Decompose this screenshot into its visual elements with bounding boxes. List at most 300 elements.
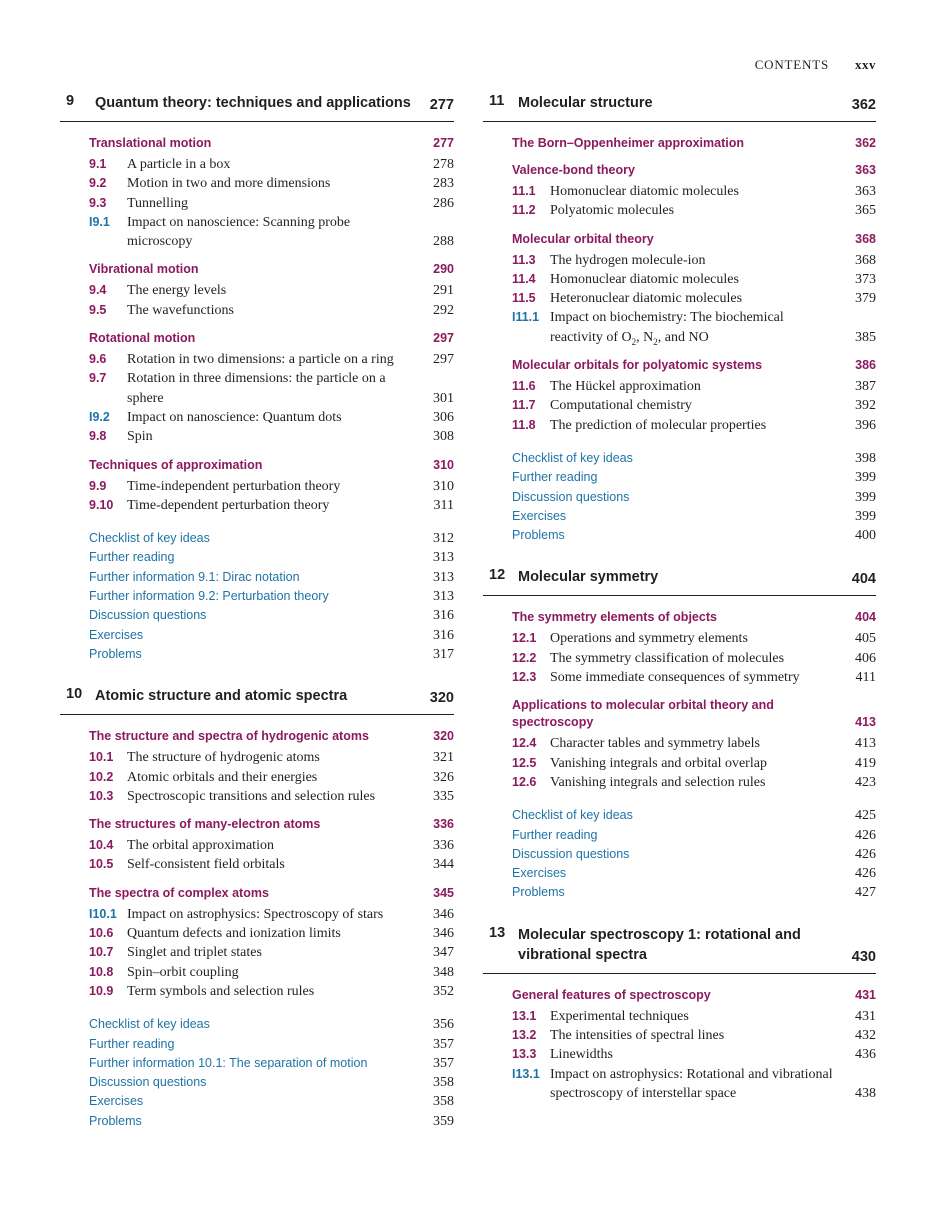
- entry-number: I9.2: [89, 409, 110, 424]
- entry-title: The orbital approximation: [127, 838, 274, 854]
- toc-entry[interactable]: [60, 924, 454, 943]
- backmatter-link[interactable]: [60, 548, 454, 567]
- toc-entry[interactable]: [483, 773, 876, 792]
- chapter: [483, 567, 876, 902]
- backmatter-title: Exercises: [89, 627, 144, 642]
- entry-title: Vanishing integrals and selection rules: [550, 774, 766, 790]
- entry-page: 368: [855, 252, 876, 268]
- backmatter-title: Further reading: [512, 470, 598, 485]
- backmatter-link[interactable]: [483, 864, 876, 883]
- toc-entry[interactable]: [60, 963, 454, 982]
- backmatter-page: 399: [855, 489, 876, 505]
- backmatter-page: 317: [433, 646, 454, 662]
- chapter: [60, 686, 454, 1131]
- chapter-page: 430: [851, 948, 876, 965]
- toc-entry[interactable]: [60, 496, 454, 515]
- section-heading[interactable]: [60, 330, 454, 347]
- backmatter-link[interactable]: [483, 883, 876, 902]
- section-page: 404: [855, 610, 876, 625]
- backmatter-title: Checklist of key ideas: [512, 808, 633, 823]
- entry-number: I10.1: [89, 906, 117, 921]
- toc-entry[interactable]: [483, 1026, 876, 1045]
- chapter-heading[interactable]: [60, 686, 454, 715]
- entry-page: 311: [433, 497, 454, 513]
- section-title: Molecular orbital theory: [512, 231, 654, 246]
- backmatter-title: Problems: [89, 1113, 142, 1128]
- backmatter-title: Discussion questions: [89, 608, 207, 623]
- entry-title: Rotation in two dimensions: a particle on a ring: [127, 352, 394, 368]
- chapter-number: 9: [66, 93, 75, 109]
- entry-title: Impact on nanoscience: Quantum dots: [127, 409, 342, 425]
- entry-title: Vanishing integrals and orbital overlap: [550, 755, 767, 771]
- entry-title: The prediction of molecular properties: [550, 417, 767, 433]
- toc-entry[interactable]: [483, 734, 876, 753]
- entry-page: 308: [433, 429, 454, 445]
- chapter-title: Atomic structure and atomic spectra: [95, 688, 348, 705]
- section-heading[interactable]: [483, 987, 876, 1004]
- page-number: xxv: [855, 57, 876, 72]
- entry-page: 431: [855, 1008, 876, 1024]
- backmatter-page: 357: [433, 1036, 454, 1052]
- entry-page: 413: [855, 736, 876, 752]
- section-title: General features of spectroscopy: [512, 987, 711, 1002]
- backmatter-title: Discussion questions: [512, 846, 630, 861]
- entry-page: 326: [433, 769, 454, 785]
- backmatter-link[interactable]: [60, 1035, 454, 1054]
- entry-page: 291: [433, 283, 454, 299]
- entry-number: 9.9: [89, 478, 107, 493]
- entry-title: Homonuclear diatomic molecules: [550, 184, 739, 199]
- entry-page: 406: [855, 650, 876, 666]
- toc-entry[interactable]: [483, 1045, 876, 1064]
- toc-entry[interactable]: [483, 251, 876, 270]
- section-title: Techniques of approximation: [89, 457, 263, 472]
- section-heading[interactable]: [60, 728, 454, 745]
- chapter-page: 362: [851, 97, 876, 113]
- backmatter-link[interactable]: [483, 507, 876, 526]
- section-heading[interactable]: [60, 457, 454, 474]
- entry-number: 10.9: [89, 983, 114, 998]
- entry-title: The structure of hydrogenic atoms: [127, 750, 320, 766]
- backmatter-title: Further information 10.1: The separation of motion: [89, 1055, 368, 1070]
- entry-title: The hydrogen molecule-ion: [550, 252, 706, 268]
- backmatter-title: Checklist of key ideas: [89, 1017, 210, 1032]
- entry-title: The Hückel approximation: [550, 379, 701, 395]
- backmatter-link[interactable]: [60, 568, 454, 587]
- backmatter-page: 358: [433, 1075, 454, 1091]
- section-page: 310: [433, 457, 454, 472]
- entry-title: Heteronuclear diatomic molecules: [550, 291, 743, 307]
- section-title: The Born–Oppenheimer approximation: [512, 136, 744, 150]
- entry-title: Time-independent perturbation theory: [127, 478, 341, 494]
- backmatter-link[interactable]: [483, 845, 876, 864]
- chapter-backmatter: [483, 806, 876, 902]
- entry-number: 11.6: [512, 379, 536, 394]
- running-head: [755, 57, 876, 73]
- entry-page: 301: [433, 390, 454, 406]
- toc-entry[interactable]: [60, 982, 454, 1001]
- entry-page: 352: [433, 983, 454, 999]
- toc-section: [483, 357, 876, 435]
- backmatter-title: Problems: [512, 528, 565, 543]
- toc-entry[interactable]: [483, 629, 876, 648]
- entry-page: 286: [433, 195, 454, 211]
- toc-section: [60, 885, 454, 1001]
- toc-section: [60, 261, 454, 320]
- entry-number: 12.6: [512, 774, 537, 789]
- entry-number: 9.8: [89, 429, 107, 444]
- section-page: 386: [855, 358, 876, 373]
- toc-entry[interactable]: [60, 174, 454, 193]
- entry-page: 436: [855, 1047, 876, 1063]
- section-heading[interactable]: [483, 231, 876, 248]
- entry-page: 373: [855, 271, 876, 287]
- toc-entry[interactable]: [60, 194, 454, 213]
- toc-entry[interactable]: [60, 748, 454, 767]
- backmatter-title: Exercises: [512, 866, 567, 881]
- backmatter-link[interactable]: [483, 526, 876, 545]
- entry-number: 12.1: [512, 631, 537, 646]
- section-title: Molecular orbitals for polyatomic systems: [512, 358, 763, 373]
- backmatter-page: 313: [433, 550, 454, 566]
- backmatter-title: Further reading: [89, 1036, 175, 1051]
- section-title: Translational motion: [89, 136, 212, 150]
- entry-title: Linewidths: [550, 1047, 613, 1063]
- entry-number: 10.3: [89, 788, 114, 803]
- entry-number: 11.5: [512, 291, 536, 306]
- entry-title: The symmetry classification of molecules: [550, 650, 785, 666]
- entry-title: Operations and symmetry elements: [550, 631, 748, 647]
- chapter-title: Molecular structure: [518, 95, 653, 111]
- section-page: 362: [855, 136, 876, 150]
- section-page: 297: [433, 331, 454, 346]
- toc-section: [483, 135, 876, 152]
- section-title: The structure and spectra of hydrogenic atoms: [89, 729, 369, 744]
- section-heading[interactable]: [483, 697, 876, 731]
- backmatter-link[interactable]: [60, 1112, 454, 1131]
- entry-number: 9.2: [89, 176, 107, 191]
- entry-number: 10.6: [89, 926, 114, 941]
- section-heading[interactable]: [483, 135, 876, 152]
- entry-title: Quantum defects and ionization limits: [127, 926, 341, 942]
- backmatter-page: 427: [855, 885, 876, 901]
- toc-section: [60, 457, 454, 516]
- section-heading[interactable]: [60, 885, 454, 902]
- entry-page: 411: [855, 670, 876, 686]
- chapter-number: 12: [489, 567, 506, 584]
- impact-entry[interactable]: [483, 1065, 876, 1104]
- entry-number: 10.8: [89, 964, 114, 979]
- chapter-backmatter: [60, 529, 454, 664]
- entry-title: Impact on nanoscience: Scanning probe microscopy: [127, 214, 351, 250]
- toc-entry[interactable]: [60, 787, 454, 806]
- backmatter-link[interactable]: [483, 806, 876, 825]
- section-heading[interactable]: [60, 135, 454, 152]
- impact-entry[interactable]: [60, 213, 454, 252]
- backmatter-title: Discussion questions: [512, 489, 630, 504]
- entry-page: 297: [433, 352, 454, 368]
- toc-section: [483, 697, 876, 792]
- entry-title: A particle in a box: [127, 157, 231, 172]
- toc-entry[interactable]: [483, 182, 876, 201]
- backmatter-page: 426: [855, 846, 876, 862]
- entry-page: 348: [433, 964, 454, 980]
- chapter-page: 277: [429, 97, 454, 113]
- section-heading[interactable]: [483, 609, 876, 626]
- toc-entry[interactable]: [483, 649, 876, 668]
- entry-page: 288: [433, 234, 454, 250]
- chapter-title: Molecular spectroscopy 1: rotational and vibrational spectra: [518, 926, 801, 963]
- backmatter-link[interactable]: [483, 826, 876, 845]
- backmatter-link[interactable]: [60, 529, 454, 548]
- entry-page: 392: [855, 398, 876, 414]
- backmatter-link[interactable]: [483, 488, 876, 507]
- entry-page: 365: [855, 203, 876, 219]
- backmatter-title: Further reading: [89, 550, 175, 565]
- backmatter-link[interactable]: [60, 1054, 454, 1073]
- chapter-page: 404: [851, 571, 876, 588]
- backmatter-page: 426: [855, 827, 876, 843]
- entry-page: 283: [433, 176, 454, 192]
- entry-title: Self-consistent field orbitals: [127, 857, 285, 873]
- toc-column-right: [483, 93, 876, 1125]
- entry-title: The energy levels: [127, 283, 227, 299]
- backmatter-link[interactable]: [483, 449, 876, 468]
- toc-entry[interactable]: [483, 416, 876, 435]
- entry-number: 11.3: [512, 252, 536, 267]
- entry-page: 432: [855, 1028, 876, 1044]
- toc-entry[interactable]: [60, 301, 454, 320]
- entry-page: 419: [855, 755, 876, 771]
- backmatter-title: Further information 9.1: Dirac notation: [89, 569, 300, 584]
- chapter-heading[interactable]: [483, 567, 876, 596]
- chapter-backmatter: [60, 1015, 454, 1131]
- entry-number: 11.8: [512, 417, 536, 432]
- entry-title: Homonuclear diatomic molecules: [550, 271, 739, 287]
- chapter-page: 320: [429, 690, 454, 707]
- running-head-label: CONTENTS: [754, 57, 829, 72]
- entry-page: 385: [855, 329, 876, 345]
- entry-number: I11.1: [512, 310, 540, 325]
- entry-title: Motion in two and more dimensions: [127, 176, 331, 192]
- backmatter-link[interactable]: [60, 587, 454, 606]
- entry-number: 12.4: [512, 736, 537, 751]
- toc-section: [60, 330, 454, 446]
- entry-title: Spin: [127, 429, 153, 445]
- section-page: 431: [855, 987, 876, 1002]
- entry-page: 278: [433, 157, 454, 172]
- entry-page: 310: [433, 478, 454, 494]
- entry-title: Polyatomic molecules: [550, 203, 675, 219]
- entry-title: Computational chemistry: [550, 398, 692, 414]
- toc-entry[interactable]: [483, 1007, 876, 1026]
- entry-number: 11.4: [512, 271, 536, 286]
- chapter-heading[interactable]: [483, 93, 876, 122]
- section-title: Rotational motion: [89, 331, 196, 346]
- toc-entry[interactable]: [60, 855, 454, 874]
- toc-column-left: [60, 93, 454, 1153]
- section-page: 336: [433, 817, 454, 832]
- entry-page: 396: [855, 417, 876, 433]
- entry-number: 13.2: [512, 1028, 537, 1043]
- toc-entry[interactable]: [483, 396, 876, 415]
- toc-entry[interactable]: [483, 270, 876, 289]
- backmatter-page: 313: [433, 569, 454, 585]
- impact-entry[interactable]: [483, 308, 876, 347]
- toc-entry[interactable]: [60, 768, 454, 787]
- toc-section: [60, 728, 454, 806]
- entry-number: 12.2: [512, 650, 537, 665]
- backmatter-page: 316: [433, 627, 454, 643]
- entry-title: Impact on astrophysics: Spectroscopy of stars: [127, 906, 384, 922]
- backmatter-title: Further information 9.2: Perturbation theory: [89, 589, 329, 604]
- entry-title: Atomic orbitals and their energies: [127, 769, 318, 785]
- entry-page: 335: [433, 788, 454, 804]
- backmatter-page: 358: [433, 1094, 454, 1110]
- entry-title: Tunnelling: [127, 195, 188, 211]
- entry-number: 9.10: [89, 497, 114, 512]
- chapter-title: Quantum theory: techniques and applications: [95, 95, 411, 111]
- entry-title: The wavefunctions: [127, 302, 234, 318]
- section-page: 368: [855, 231, 876, 246]
- backmatter-title: Problems: [89, 646, 142, 661]
- entry-number: 11.1: [512, 184, 536, 198]
- toc-section: [60, 816, 454, 875]
- chapter: [483, 925, 876, 1103]
- entry-page: 336: [433, 838, 454, 854]
- toc-entry[interactable]: [60, 350, 454, 369]
- entry-page: 321: [433, 750, 454, 766]
- entry-number: I9.1: [89, 214, 110, 229]
- impact-entry[interactable]: [60, 905, 454, 924]
- backmatter-link[interactable]: [60, 1092, 454, 1111]
- impact-entry[interactable]: [60, 408, 454, 427]
- toc-section: [483, 162, 876, 221]
- entry-number: 10.4: [89, 838, 114, 853]
- entry-number: 10.2: [89, 769, 114, 784]
- entry-page: 423: [855, 774, 876, 790]
- entry-number: 13.1: [512, 1008, 537, 1023]
- section-title: Valence-bond theory: [512, 163, 635, 177]
- toc-entry[interactable]: [60, 281, 454, 300]
- backmatter-page: 399: [855, 470, 876, 486]
- entry-number: 11.2: [512, 203, 536, 218]
- toc-section: [60, 135, 454, 251]
- chapter-heading[interactable]: [60, 93, 454, 122]
- entry-page: 346: [433, 906, 454, 922]
- toc-entry[interactable]: [483, 754, 876, 773]
- backmatter-title: Exercises: [89, 1094, 144, 1109]
- toc-entry[interactable]: [483, 668, 876, 687]
- backmatter-page: 359: [433, 1113, 454, 1129]
- backmatter-page: 313: [433, 589, 454, 605]
- entry-number: 9.3: [89, 195, 107, 210]
- backmatter-page: 356: [433, 1017, 454, 1033]
- entry-page: 405: [855, 631, 876, 647]
- entry-number: 12.3: [512, 670, 537, 685]
- toc-section: [483, 609, 876, 687]
- toc-entry[interactable]: [60, 477, 454, 496]
- entry-number: 10.7: [89, 945, 114, 960]
- entry-page: 347: [433, 945, 454, 961]
- backmatter-link[interactable]: [483, 468, 876, 487]
- entry-title: Experimental techniques: [550, 1008, 689, 1024]
- backmatter-title: Discussion questions: [89, 1075, 207, 1090]
- entry-page: 346: [433, 926, 454, 942]
- chapter: [60, 93, 454, 664]
- section-title: Applications to molecular orbital theory and spectroscopy: [512, 698, 774, 730]
- toc-entry[interactable]: [60, 155, 454, 174]
- entry-number: 10.5: [89, 857, 114, 872]
- entry-number: 9.7: [89, 371, 107, 386]
- entry-number: 9.4: [89, 283, 107, 298]
- backmatter-page: 425: [855, 808, 876, 824]
- section-heading[interactable]: [60, 816, 454, 833]
- entry-number: 9.5: [89, 302, 107, 317]
- backmatter-title: Exercises: [512, 508, 567, 523]
- backmatter-link[interactable]: [60, 626, 454, 645]
- section-title: The symmetry elements of objects: [512, 610, 717, 625]
- backmatter-page: 399: [855, 508, 876, 524]
- backmatter-page: 312: [433, 531, 454, 547]
- entry-title: Some immediate consequences of symmetry: [550, 670, 800, 686]
- entry-page: 387: [855, 379, 876, 395]
- backmatter-page: 400: [855, 528, 876, 544]
- toc-entry[interactable]: [60, 369, 454, 408]
- chapter-number: 11: [489, 93, 505, 109]
- entry-title: Singlet and triplet states: [127, 945, 262, 961]
- section-heading[interactable]: [483, 162, 876, 179]
- backmatter-link[interactable]: [60, 645, 454, 664]
- toc-entry[interactable]: [60, 427, 454, 446]
- chapter-title: Molecular symmetry: [518, 569, 659, 586]
- chapter-backmatter: [483, 449, 876, 545]
- backmatter-link[interactable]: [60, 606, 454, 625]
- chapter: [483, 93, 876, 545]
- entry-title: Time-dependent perturbation theory: [127, 497, 330, 513]
- section-page: 413: [855, 715, 876, 730]
- backmatter-link[interactable]: [60, 1073, 454, 1092]
- section-page: 290: [433, 262, 454, 277]
- section-title: The spectra of complex atoms: [89, 885, 269, 900]
- toc-section: [483, 231, 876, 347]
- section-page: 363: [855, 163, 876, 177]
- backmatter-link[interactable]: [60, 1015, 454, 1034]
- entry-page: 379: [855, 291, 876, 307]
- toc-entry[interactable]: [60, 943, 454, 962]
- backmatter-title: Further reading: [512, 827, 598, 842]
- entry-page: 292: [433, 302, 454, 318]
- toc-entry[interactable]: [483, 377, 876, 396]
- toc-entry[interactable]: [60, 836, 454, 855]
- toc-entry[interactable]: [483, 201, 876, 220]
- section-heading[interactable]: [60, 261, 454, 278]
- entry-number: 13.3: [512, 1047, 537, 1062]
- section-heading[interactable]: [483, 357, 876, 374]
- backmatter-page: 398: [855, 450, 876, 466]
- entry-title: Character tables and symmetry labels: [550, 736, 760, 752]
- chapter-number: 13: [489, 924, 506, 941]
- toc-entry[interactable]: [483, 289, 876, 308]
- entry-number: I13.1: [512, 1066, 540, 1081]
- backmatter-title: Checklist of key ideas: [512, 450, 633, 465]
- entry-page: 344: [433, 857, 454, 873]
- backmatter-page: 357: [433, 1055, 454, 1071]
- section-title: The structures of many-electron atoms: [89, 817, 321, 832]
- entry-number: 10.1: [89, 750, 114, 765]
- toc-section: [483, 987, 876, 1103]
- chapter-heading[interactable]: [483, 925, 876, 974]
